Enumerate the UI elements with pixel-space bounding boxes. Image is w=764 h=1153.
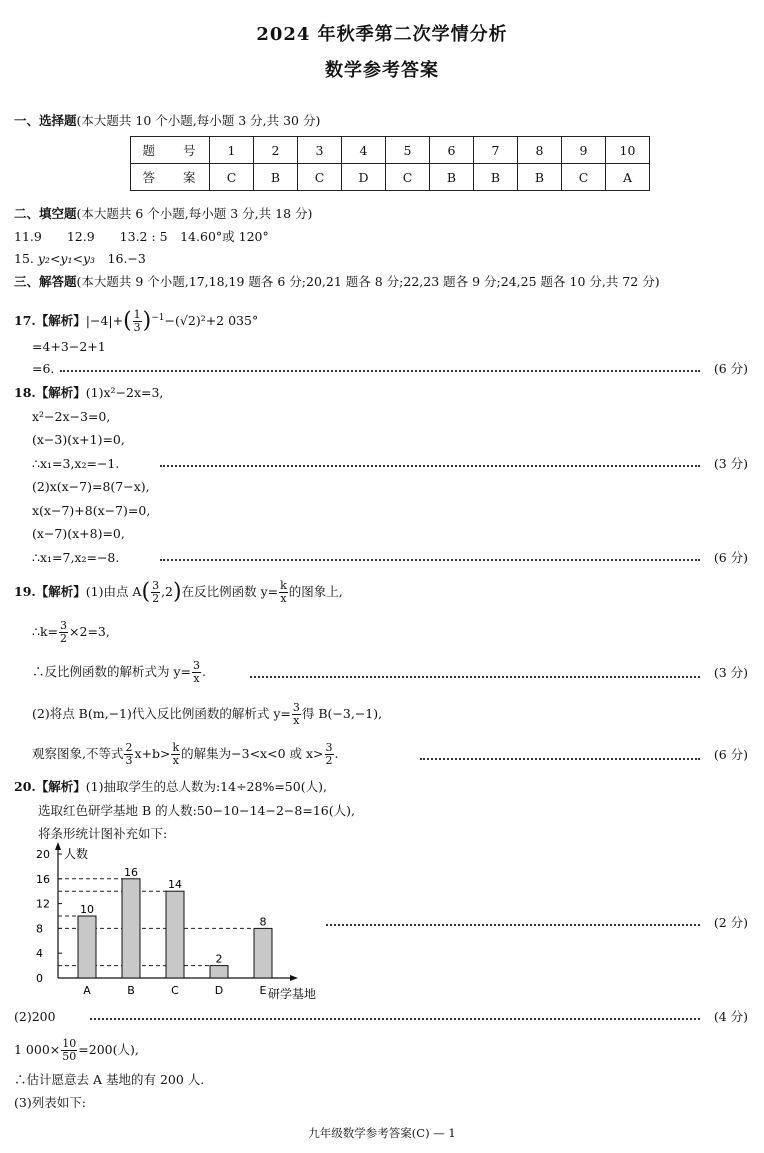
y-tick-label: 8 <box>36 922 43 936</box>
section3-heading: 三、解答题(本大题共 9 个小题,17,18,19 题各 6 分;20,21 题各 8 分;22,23 题各 9 分;24,25 题各 10 分,共 72 分) <box>14 274 660 289</box>
q19-line4: (2)将点 B(m,−1)代入反比例函数的解析式 y= $\frac{3}{x}$ 得 B(−3,−1), <box>32 701 383 727</box>
q19-line3: ∴反比例函数的解析式为 y= $\frac{3}{x}$ . <box>32 659 206 685</box>
bar-chart <box>28 842 358 1002</box>
table-row-numbers <box>131 137 650 164</box>
score-label: (4 分) <box>713 1009 748 1024</box>
dotted-leader <box>60 370 700 372</box>
bar <box>254 928 272 978</box>
table-cell: 3 <box>298 137 342 164</box>
x-tick-label: C <box>171 984 179 997</box>
table-cell: 9 <box>562 137 606 164</box>
table-cell: A <box>606 164 650 191</box>
score-label: (3 分) <box>713 456 748 471</box>
section1-heading: 一、选择题(本大题共 10 个小题,每小题 3 分,共 30 分) <box>14 113 321 128</box>
table-cell: B <box>254 164 298 191</box>
q18-line5: (2)x(x−7)=8(7−x), <box>32 479 150 494</box>
table-cell: 1 <box>210 137 254 164</box>
table-cell: C <box>210 164 254 191</box>
table-cell: C <box>298 164 342 191</box>
table-cell: 7 <box>474 137 518 164</box>
y-tick-label: 20 <box>36 848 50 861</box>
dotted-leader <box>90 1018 700 1020</box>
fill-answers-line2: 15. y₂<y₁<y₃ 16.−3 <box>14 251 146 266</box>
x-tick-label: A <box>83 984 91 997</box>
x-axis-arrow <box>290 975 298 981</box>
table-cell: C <box>562 164 606 191</box>
answer-table <box>130 136 650 191</box>
section2-heading: 二、填空题(本大题共 6 个小题,每小题 3 分,共 18 分) <box>14 206 313 221</box>
q20-line1: 20.【解析】(1)抽取学生的总人数为:14÷28%=50(人), <box>14 779 327 794</box>
data-label: 10 <box>80 903 94 916</box>
table-cell: D <box>342 164 386 191</box>
q18-line3: (x−3)(x+1)=0, <box>32 432 125 447</box>
q20-line4: (2)200 <box>14 1009 56 1024</box>
data-label: 2 <box>215 952 223 966</box>
table-cell: 2 <box>254 137 298 164</box>
table-cell: B <box>518 164 562 191</box>
data-label: 16 <box>124 865 138 879</box>
x-tick-label: B <box>127 984 135 997</box>
bar <box>122 879 140 978</box>
page-subtitle: 数学参考答案 <box>325 60 439 81</box>
y-tick-label: 0 <box>36 972 43 985</box>
q18-line2: x²−2x−3=0, <box>32 409 111 424</box>
dotted-leader <box>420 758 700 760</box>
score-label: (6 分) <box>713 361 748 376</box>
q18-line6: x(x−7)+8(x−7)=0, <box>32 503 151 518</box>
score-label: (6 分) <box>713 747 748 762</box>
dotted-leader <box>160 465 700 467</box>
y-tick-label: 12 <box>36 897 50 911</box>
dotted-leader <box>326 924 700 926</box>
x-tick-label: D <box>214 984 224 997</box>
table-cell: B <box>474 164 518 191</box>
q18-line7: (x−7)(x+8)=0, <box>32 526 125 541</box>
q20-line3: 将条形统计图补充如下: <box>38 826 168 841</box>
table-cell: 8 <box>518 137 562 164</box>
q17-line3: =6. <box>32 361 55 376</box>
table-cell: 6 <box>430 137 474 164</box>
q19-line5: 观察图象,不等式 $\frac{2}{3}$ x+b> $\frac{k}{x}$ 的解集为−3<x<0 或 x> $\frac{3}{2}$ . <box>32 741 339 767</box>
page-footer: 九年级数学参考答案(C) — 1 <box>308 1126 456 1140</box>
table-cell: 4 <box>342 137 386 164</box>
q20-line7: (3)列表如下: <box>14 1095 86 1110</box>
page-title: 2024 年秋季第二次学情分析 <box>256 24 508 45</box>
q19-line1: 19.【解析】(1)由点 A( $\frac{3}{2}$ ,2)在反比例函数 y= $\frac{k}{x}$ 的图象上, <box>14 579 343 605</box>
table-row-label: 答 案 <box>131 164 210 191</box>
table-cell: 10 <box>606 137 650 164</box>
q18-line1: 18.【解析】(1)x²−2x=3, <box>14 385 164 400</box>
q18-line8: ∴x₁=7,x₂=−8. <box>32 550 120 565</box>
score-label: (3 分) <box>713 665 748 680</box>
y-tick-label: 16 <box>36 872 50 886</box>
q18-line4: ∴x₁=3,x₂=−1. <box>32 456 120 471</box>
fill-answers-line1: 11.9 12.9 13.2 : 5 14.60°或 120° <box>14 229 269 244</box>
dotted-leader <box>160 559 700 561</box>
q19-line2: ∴k= $\frac{3}{2}$ ×2=3, <box>32 619 110 645</box>
data-label: 8 <box>259 915 267 929</box>
fraction: $\frac{1}{3}$ <box>133 308 141 335</box>
score-label: (6 分) <box>713 550 748 565</box>
table-cell: C <box>386 164 430 191</box>
table-cell: 5 <box>386 137 430 164</box>
y-tick-label: 4 <box>36 947 43 961</box>
x-tick-label: E <box>259 984 267 997</box>
q20-line5: 1 000× $\frac{10}{50}$ =200(人), <box>14 1037 139 1063</box>
x-axis-label: 研学基地 <box>268 987 317 1001</box>
score-label: (2 分) <box>713 915 748 930</box>
table-cell: B <box>430 164 474 191</box>
table-row-label: 题 号 <box>131 137 210 164</box>
q17-line1: 17.【解析】|−4|+( $\frac{1}{3}$ )$^{-1}$−(√2)²+2 035° <box>14 308 259 335</box>
dotted-leader <box>250 676 700 678</box>
bar <box>166 891 184 978</box>
y-axis-label: 人数 <box>64 847 89 861</box>
data-label: 14 <box>168 878 182 892</box>
q17-line2: =4+3−2+1 <box>32 339 106 354</box>
bar <box>78 916 96 978</box>
y-axis-arrow <box>55 842 61 850</box>
q20-line6: ∴估计愿意去 A 基地的有 200 人. <box>14 1072 205 1087</box>
bar <box>210 966 228 978</box>
q20-line2: 选取红色研学基地 B 的人数:50−10−14−2−8=16(人), <box>38 803 355 818</box>
table-row-answers <box>131 164 650 191</box>
